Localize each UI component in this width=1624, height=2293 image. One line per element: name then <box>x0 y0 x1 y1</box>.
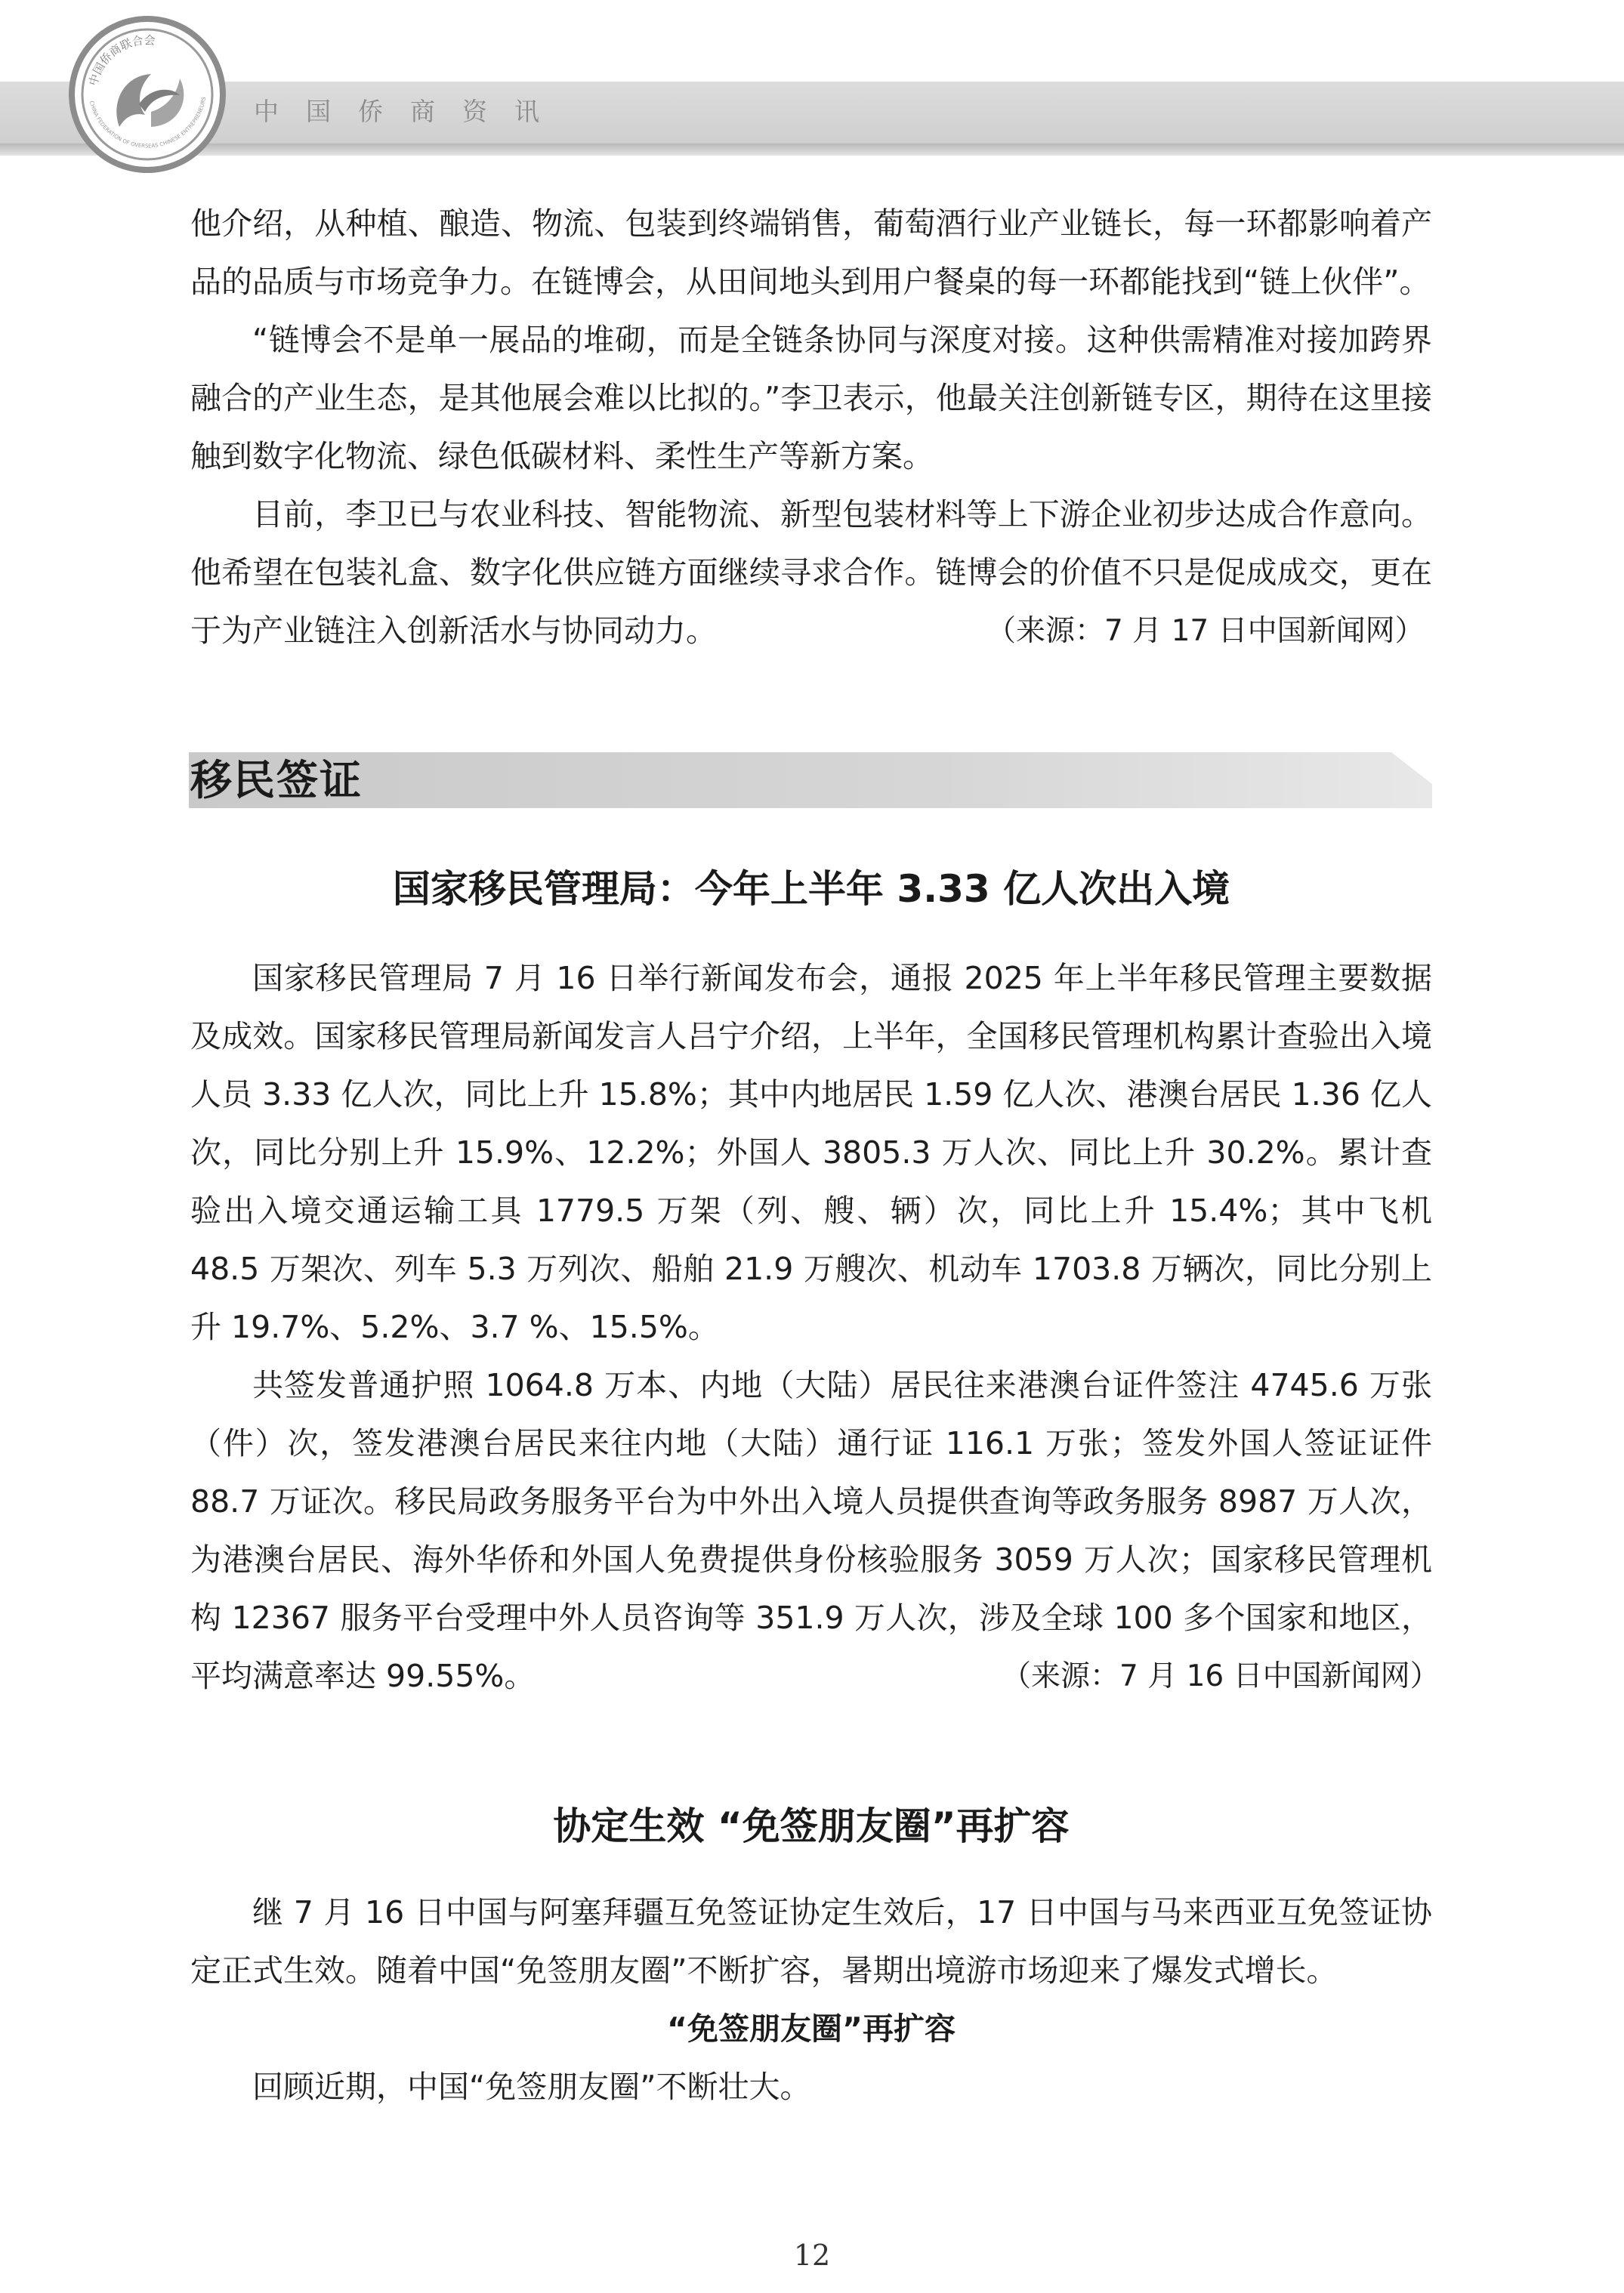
article-source: （来源：7 月 16 日中国新闻网） <box>1002 1659 1440 1693</box>
publication-title: 中国侨商资讯 <box>254 97 567 126</box>
article-headline: 协定生效 “免签朋友圈”再扩容 <box>553 1804 1070 1848</box>
header-bar <box>0 82 1624 144</box>
federation-logo <box>66 14 228 175</box>
body-paragraph-2: “链博会不是单一展品的堆砌，而是全链条协同与深度对接。这种供需精准对接加跨界融合的产业生态，是其他展会难以比拟的。”李卫表示，他最关注创新链专区，期待在这里接触到数字化物流、绿色低碳材料、柔性生产等新方案。 <box>190 322 1432 474</box>
body-paragraph-1: 他介绍，从种植、酿造、物流、包装到终端销售，葡萄酒行业产业链长，每一环都影响着产品的品质与市场竞争力。在链博会，从田间地头到用户餐桌的每一环都能找到“链上伙伴”。 <box>190 205 1432 300</box>
logo-subtext: CHINA FEDERATION OF OVERSEAS CHINESE ENTREPRENEURS <box>88 96 208 150</box>
article-headline: 国家移民管理局：今年上半年 3.33 亿人次出入境 <box>392 867 1230 911</box>
body-paragraph-3: 目前，李卫已与农业科技、智能物流、新型包装材料等上下游企业初步达成合作意向。他希望在包装礼盒、数字化供应链方面继续寻求合作。链博会的价值不只是促成成交，更在于为产业链注入创新活水与协同动力。 <box>190 496 1432 649</box>
header-divider <box>0 144 1624 156</box>
article-subheading: “免签朋友圈”再扩容 <box>667 2011 956 2047</box>
body-paragraph-6: 继 7 月 16 日中国与阿塞拜疆互免签证协定生效后，17 日中国与马来西亚互免签证协定正式生效。随着中国“免签朋友圈”不断扩容，暑期出境游市场迎来了爆发式增长。 <box>190 1894 1432 1989</box>
page-number: 12 <box>793 2239 831 2272</box>
logo-text: 中国侨商联合会 <box>86 33 156 88</box>
body-paragraph-5: 共签发普通护照 1064.8 万本、内地（大陆）居民往来港澳台证件签注 4745.6 万张（件）次，签发港澳台居民来往内地（大陆）通行证 116.1 万张；签发外国人签证证件 88.7 万证次。移民局政务服务平台为中外出入境人员提供查询等政务服务 8987 万人次，为港澳台居民、海外华侨和外国人免费提供身份核验服务 3059 万人次；国家移民管理机构 12367 服务平台受理中外人员咨询等 351.9 万人次，涉及全球 100 多个国家和地区，平均满意率达 99.55%。 <box>190 1367 1432 1694</box>
section-title: 移民签证 <box>190 755 363 804</box>
body-paragraph-7: 回顾近期，中国“免签朋友圈”不断壮大。 <box>252 2069 811 2105</box>
section-band <box>189 752 1432 808</box>
body-paragraph-4: 国家移民管理局 7 月 16 日举行新闻发布会，通报 2025 年上半年移民管理主要数据及成效。国家移民管理局新闻发言人吕宁介绍，上半年，全国移民管理机构累计查验出入境人员 3.33 亿人次，同比上升 15.8%；其中内地居民 1.59 亿人次、港澳台居民 1.36 亿人次，同比分别上升 15.9%、12.2%；外国人 3805.3 万人次、同比上升 30.2%。累计查验出入境交通运输工具 1779.5 万架（列、艘、辆）次，同比上升 15.4%；其中飞机 48.5 万架次、列车 5.3 万列次、船舶 21.9 万艘次、机动车 1703.8 万辆次，同比分别上升 19.7%、5.2%、3.7 %、15.5%。 <box>190 960 1432 1345</box>
article-source: （来源：7 月 17 日中国新闻网） <box>986 614 1425 648</box>
